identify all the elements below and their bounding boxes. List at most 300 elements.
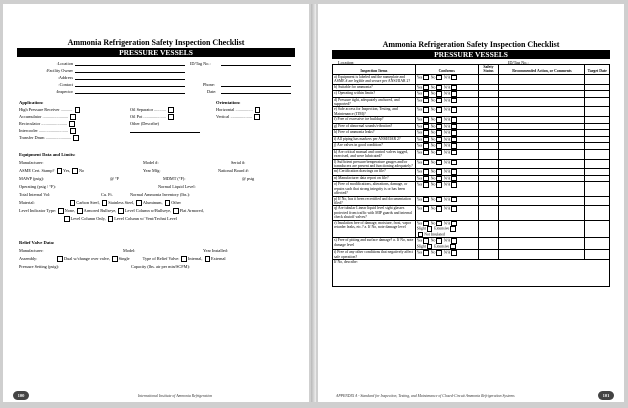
checkbox[interactable] bbox=[173, 208, 179, 214]
yn-label: N/A bbox=[443, 98, 451, 103]
yn-label: No bbox=[430, 160, 436, 165]
no-label: No bbox=[78, 168, 85, 173]
date-cell[interactable] bbox=[585, 196, 610, 206]
conforms-cell bbox=[415, 238, 478, 250]
safety-cell[interactable] bbox=[478, 196, 499, 206]
checkbox[interactable] bbox=[436, 238, 442, 244]
yn-label: Yes bbox=[416, 197, 423, 202]
damage-label: Extensive bbox=[434, 226, 450, 231]
comments-cell[interactable] bbox=[499, 206, 585, 220]
checkbox[interactable] bbox=[254, 114, 260, 120]
checkbox[interactable] bbox=[451, 150, 457, 156]
type-label: Type of Relief Valve: bbox=[142, 256, 180, 261]
yn-label: No bbox=[430, 137, 436, 142]
yn-label: No bbox=[430, 108, 436, 113]
checkbox[interactable] bbox=[423, 124, 429, 130]
level-row bbox=[19, 208, 204, 214]
relief-label: Manufacturer: bbox=[19, 248, 44, 253]
checkbox[interactable] bbox=[436, 130, 442, 136]
relief-label: Year Installed: bbox=[203, 248, 228, 253]
safety-cell[interactable] bbox=[478, 238, 499, 250]
checkbox[interactable] bbox=[451, 107, 457, 113]
checkbox[interactable] bbox=[70, 114, 76, 120]
equip-label: Cu. Ft. bbox=[101, 192, 113, 197]
table-row bbox=[333, 149, 610, 159]
checkbox[interactable] bbox=[57, 256, 63, 262]
yn-label: No bbox=[430, 117, 436, 122]
col-conforms: Conforms bbox=[415, 65, 478, 75]
yn-label: N/A bbox=[443, 207, 451, 212]
item-text: i) All piping has markers per ANSI/IIAR 2? bbox=[333, 136, 416, 143]
assembly-label: Assembly: bbox=[19, 256, 38, 261]
yn-label: Yes bbox=[416, 117, 423, 122]
checkbox[interactable] bbox=[108, 216, 114, 222]
app-label: Accumulator bbox=[19, 114, 42, 119]
opt: Dual w/change over valve, bbox=[63, 256, 111, 261]
safety-cell[interactable] bbox=[478, 159, 499, 169]
item-text: s) Free of pitting and surface damage? a. If No, note damage level bbox=[333, 238, 416, 250]
checkbox[interactable] bbox=[205, 256, 211, 262]
checkbox[interactable] bbox=[423, 206, 429, 212]
phone-label: Phone: bbox=[203, 82, 215, 87]
yn-label: No bbox=[430, 221, 436, 226]
item-text: c) Operating within limits? bbox=[333, 91, 416, 98]
yn-label: Yes bbox=[416, 143, 423, 148]
table-row bbox=[333, 196, 610, 206]
safety-cell[interactable] bbox=[478, 74, 499, 84]
phone-line bbox=[221, 86, 291, 87]
item-text: j) Are valves in good condition? bbox=[333, 143, 416, 150]
left-footer: International Institute of Ammonia Refrigeration bbox=[138, 394, 213, 398]
app-item: Accumulator ........................ bbox=[19, 114, 77, 120]
yn-label: Yes bbox=[416, 75, 423, 80]
conforms-cell bbox=[415, 220, 478, 238]
safety-cell[interactable] bbox=[478, 149, 499, 159]
left-page-title: Ammonia Refrigeration Safety Inspection Checklist bbox=[67, 38, 245, 47]
yn-label: N/A bbox=[443, 183, 451, 187]
yn-label: No bbox=[430, 170, 436, 174]
opt: Level Column Only, bbox=[70, 216, 106, 221]
opt: External bbox=[211, 256, 226, 261]
checkbox[interactable] bbox=[436, 160, 442, 166]
checkbox[interactable] bbox=[58, 208, 64, 214]
opt: Level Column w/ Vent/Techni Level bbox=[114, 216, 177, 221]
checkbox[interactable] bbox=[72, 168, 78, 174]
checkbox[interactable] bbox=[118, 208, 124, 214]
right-footer: APPENDIX A - Standard for Inspection, Testing, and Maintenance of Closed-Circuit Ammonia Refrigeration Systems bbox=[336, 394, 515, 398]
yn-label: Yes bbox=[416, 170, 423, 174]
checkbox[interactable] bbox=[436, 150, 442, 156]
safety-cell[interactable] bbox=[478, 182, 499, 196]
table-row bbox=[333, 220, 610, 238]
yn-label: Yes bbox=[416, 108, 423, 113]
checkbox[interactable] bbox=[418, 232, 424, 238]
facility-owner-line bbox=[75, 72, 185, 73]
checkbox[interactable] bbox=[423, 130, 429, 136]
yn-label: No bbox=[430, 150, 436, 155]
left-page: Ammonia Refrigeration Safety Inspection Checklist PRESSURE VESSELS Location: Facility Owner: Address: Contact: Inspector: ID/Tag No.: Phone: Date: Application: Orientation: High Pressure Receiver ........... Accumulator ........................ Recirculator ........................ Intercooler ........................... Transfer Drum ........................ Oil Separator ........... Oil Pot ..................... Other (Describe) Horizontal ................ Vertical .................... Equipment Data and Limits: Manufacturer: Model #: Serial #: ASME Cert. Stamp? Yes, No Year Mfg: National Board #: MAWP (psig): @ °F MDMT (°F): @ psig Operating (psig / °F): Normal Liquid Level: Total Internal Vol: Cu. Ft. Normal Ammonia Inventory (lbs.): Material: Carbon Steel, Stainless Steel, Aluminum, Other Level Indicator Type: None, Armored Bullseye, Level Column w/Bullseye, Flat Armored, Level Column Only, Level Column w/ Vent/Techni Level Relief Valve Data: Manufacturer: Model: Year Installed: Assembly: Dual w/change over valve, Single Type of Relief Valve: Internal, External Pressure Setting (psig): Capacity (lbs. air per min/SCFM): 100 International Institute of Ammonia Refrigeration bbox=[3, 4, 309, 402]
app-item: Oil Separator ........... bbox=[130, 107, 175, 113]
address-line bbox=[75, 79, 185, 80]
checkbox[interactable] bbox=[255, 107, 261, 113]
notes-label: If No, describe: bbox=[334, 259, 358, 264]
checkbox[interactable] bbox=[423, 182, 429, 188]
application-heading: Application: bbox=[19, 100, 44, 105]
yn-label: N/A bbox=[443, 143, 451, 148]
other-line bbox=[130, 132, 200, 133]
checkbox[interactable] bbox=[436, 107, 442, 113]
checkbox[interactable] bbox=[168, 107, 174, 113]
checkbox[interactable] bbox=[451, 75, 457, 81]
table-row bbox=[333, 74, 610, 84]
yn-label: N/A bbox=[443, 160, 451, 165]
comments-cell[interactable] bbox=[499, 182, 585, 196]
date-cell[interactable] bbox=[585, 149, 610, 159]
app-label: High Pressure Receiver bbox=[19, 107, 60, 112]
level-row-2 bbox=[63, 216, 177, 222]
item-text: g) Free of abnormal sounds/vibration? bbox=[333, 123, 416, 130]
checkbox[interactable] bbox=[423, 75, 429, 81]
checkbox[interactable] bbox=[75, 107, 81, 113]
level-label: Level Indicator Type: bbox=[19, 208, 57, 213]
checkbox[interactable] bbox=[436, 182, 442, 188]
app-label: Oil Pot bbox=[130, 114, 143, 119]
checkbox[interactable] bbox=[70, 128, 76, 134]
equip-label: Normal Liquid Level: bbox=[158, 184, 196, 189]
checkbox[interactable] bbox=[112, 256, 118, 262]
date-cell[interactable] bbox=[585, 159, 610, 169]
opt: Other bbox=[171, 200, 181, 205]
orient-item: Vertical .................... bbox=[216, 114, 261, 120]
checkbox[interactable] bbox=[450, 226, 456, 232]
yn-label: Yes bbox=[416, 238, 423, 243]
item-text: f) Free of excessive ice buildup? bbox=[333, 117, 416, 124]
right-page-title: Ammonia Refrigeration Safety Inspection Checklist bbox=[382, 40, 560, 49]
conforms-cell bbox=[415, 107, 478, 117]
inspector-line bbox=[75, 93, 185, 94]
contact-line bbox=[75, 86, 185, 87]
date-cell[interactable] bbox=[585, 107, 610, 117]
equip-label: Manufacturer: bbox=[19, 160, 44, 165]
checkbox[interactable] bbox=[436, 176, 442, 182]
checkbox[interactable] bbox=[451, 137, 457, 143]
item-text: l) Sufficient pressure/temperature gauges and/or transducers are present and functioning adequately? bbox=[333, 159, 416, 169]
equip-label: MAWP (psig): bbox=[19, 176, 45, 181]
checkbox[interactable] bbox=[451, 250, 457, 256]
equip-label: MDMT (°F): bbox=[163, 176, 186, 181]
checkbox[interactable] bbox=[64, 216, 70, 222]
checkbox[interactable] bbox=[436, 124, 442, 130]
item-text: e) Safe access for Inspection, Testing, and Maintenance (ITM)? bbox=[333, 107, 416, 117]
checkbox[interactable] bbox=[165, 200, 171, 206]
date-line bbox=[221, 93, 291, 94]
checkbox[interactable] bbox=[136, 200, 142, 206]
date-cell[interactable] bbox=[585, 220, 610, 238]
yn-label: N/A bbox=[443, 124, 451, 129]
conforms-cell bbox=[415, 97, 478, 107]
opt: Stainless Steel, bbox=[108, 200, 135, 205]
checkbox[interactable] bbox=[423, 176, 429, 182]
opt: Flat Armored, bbox=[179, 208, 204, 213]
item-text: h) Free of ammonia leaks? bbox=[333, 130, 416, 137]
comments-cell[interactable] bbox=[499, 220, 585, 238]
checkbox[interactable] bbox=[423, 91, 429, 97]
table-row bbox=[333, 107, 610, 117]
checkbox[interactable] bbox=[168, 114, 174, 120]
checkbox[interactable] bbox=[436, 75, 442, 81]
item-text: b) Suitable for ammonia? bbox=[333, 84, 416, 91]
app-label: Transfer Drum bbox=[19, 135, 45, 140]
checkbox[interactable] bbox=[450, 244, 456, 250]
checkbox[interactable] bbox=[423, 98, 429, 104]
material-row bbox=[19, 200, 181, 206]
item-text: o) Free of modifications, alterations, damage, or repairs such that strong integrity is or has been affected? bbox=[333, 182, 416, 196]
date-cell[interactable] bbox=[585, 238, 610, 250]
checkbox[interactable] bbox=[451, 160, 457, 166]
checkbox[interactable] bbox=[436, 143, 442, 149]
yn-label: No bbox=[430, 143, 436, 148]
notes-row bbox=[333, 259, 610, 286]
app-item: Transfer Drum ........................ bbox=[19, 135, 80, 141]
equip-label: @ °F bbox=[110, 176, 120, 181]
checkbox[interactable] bbox=[181, 256, 187, 262]
checkbox[interactable] bbox=[451, 98, 457, 104]
yn-label: Yes bbox=[416, 221, 423, 226]
checkbox[interactable] bbox=[451, 206, 457, 212]
checkbox[interactable] bbox=[73, 135, 79, 141]
relief-label: Pressure Setting (psig): bbox=[19, 264, 60, 269]
col-target-date: Target Date bbox=[585, 65, 610, 75]
checkbox[interactable] bbox=[451, 169, 457, 175]
notes-cell[interactable] bbox=[333, 259, 610, 286]
checkbox[interactable] bbox=[436, 169, 442, 175]
table-row bbox=[333, 238, 610, 250]
col-inspection-items: Inspection Items bbox=[333, 65, 416, 75]
assembly-row bbox=[19, 256, 226, 262]
date-cell[interactable] bbox=[585, 74, 610, 84]
relief-label: Model: bbox=[123, 248, 136, 253]
conforms-cell bbox=[415, 74, 478, 84]
safety-cell[interactable] bbox=[478, 220, 499, 238]
table-row bbox=[333, 97, 610, 107]
conforms-cell bbox=[415, 159, 478, 169]
right-page-number: 101 bbox=[598, 391, 614, 400]
yn-label: Yes bbox=[416, 124, 423, 129]
checkbox[interactable] bbox=[451, 197, 457, 203]
app-label: Oil Separator bbox=[130, 107, 154, 112]
yn-label: N/A bbox=[443, 250, 451, 255]
damage-label: Slight bbox=[416, 226, 426, 231]
yn-label: N/A bbox=[443, 137, 451, 142]
yn-label: No bbox=[430, 207, 436, 212]
yn-label: Yes bbox=[416, 176, 423, 181]
comments-cell[interactable] bbox=[499, 159, 585, 169]
conforms-cell bbox=[415, 149, 478, 159]
checkbox[interactable] bbox=[436, 91, 442, 97]
right-page bbox=[318, 4, 624, 402]
yn-label: No bbox=[430, 250, 436, 255]
item-text: t) Free of any other conditions that negatively affect safe operation? bbox=[333, 250, 416, 260]
col-safety-status: Safety Status bbox=[478, 65, 499, 75]
yn-label: N/A bbox=[443, 197, 451, 202]
id-tag-label: ID/Tag No.: bbox=[508, 60, 529, 65]
app-label: Other (Describe) bbox=[130, 121, 159, 126]
item-text: m) Certification drawings on file? bbox=[333, 169, 416, 176]
orientation-heading: Orientation: bbox=[216, 100, 241, 105]
yn-label: Yes bbox=[416, 207, 423, 212]
app-item: Intercooler ........................... bbox=[19, 128, 77, 134]
yn-label: N/A bbox=[443, 75, 451, 80]
checkbox[interactable] bbox=[427, 226, 433, 232]
yn-label: Yes bbox=[416, 98, 423, 103]
checkbox[interactable] bbox=[423, 107, 429, 113]
item-text: a) Equipment is labeled and the nameplate and ASME # are legible and secure per ANSI/IIAR 2? bbox=[333, 74, 416, 84]
equip-label: Model #: bbox=[143, 160, 159, 165]
inspection-table bbox=[332, 64, 610, 287]
yn-label: N/A bbox=[443, 150, 451, 155]
comments-cell[interactable] bbox=[499, 149, 585, 159]
date-cell[interactable] bbox=[585, 182, 610, 196]
checkbox[interactable] bbox=[423, 85, 429, 91]
checkbox[interactable] bbox=[451, 117, 457, 123]
table-row bbox=[333, 206, 610, 220]
opt: Aluminum, bbox=[142, 200, 163, 205]
checkbox[interactable] bbox=[436, 98, 442, 104]
yn-label: N/A bbox=[443, 176, 451, 181]
checkbox[interactable] bbox=[436, 197, 442, 203]
item-text: d) Pressure tight, adequately anchored, and supported? bbox=[333, 97, 416, 107]
conforms-cell bbox=[415, 196, 478, 206]
date-cell[interactable] bbox=[585, 250, 610, 260]
yn-label: Yes bbox=[416, 137, 423, 142]
col-comments: Recommended Action, or Comments bbox=[499, 65, 585, 75]
damage-label: Extensive bbox=[434, 244, 450, 249]
yn-label: N/A bbox=[443, 117, 451, 122]
right-page-banner: PRESSURE VESSELS bbox=[332, 50, 610, 59]
yn-label: N/A bbox=[443, 108, 451, 113]
comments-cell[interactable] bbox=[499, 74, 585, 84]
left-page-banner: PRESSURE VESSELS bbox=[17, 48, 295, 57]
equip-label: Normal Ammonia Inventory (lbs.): bbox=[130, 192, 191, 197]
checkbox[interactable] bbox=[436, 221, 442, 227]
checkbox[interactable] bbox=[436, 117, 442, 123]
equip-label: Serial #: bbox=[231, 160, 246, 165]
item-text: r) Insulation free of damage, moisture, frost, vapor retarder leaks, etc.? a. If No, note damage level bbox=[333, 220, 416, 238]
yn-label: No bbox=[430, 130, 436, 135]
relief-label: Capacity (lbs. air per min/SCFM): bbox=[131, 264, 191, 269]
yn-label: N/A bbox=[443, 221, 451, 226]
date-cell[interactable] bbox=[585, 97, 610, 107]
comments-cell[interactable] bbox=[499, 250, 585, 260]
checkbox[interactable] bbox=[102, 200, 108, 206]
checkbox[interactable] bbox=[451, 124, 457, 130]
item-text: q) Are tubular Linear liquid level sight glasses protected from traffic with MIP guards and internal check shutoff valves? bbox=[333, 206, 416, 220]
checkbox[interactable] bbox=[70, 200, 76, 206]
checkbox[interactable] bbox=[423, 137, 429, 143]
app-item: Oil Pot ..................... bbox=[130, 114, 175, 120]
item-text: p) If No, has it been recertified and documentation filed? bbox=[333, 196, 416, 206]
checkbox[interactable] bbox=[57, 168, 63, 174]
yn-label: Yes bbox=[416, 130, 423, 135]
opt: Internal, bbox=[187, 256, 203, 261]
app-item bbox=[130, 121, 159, 126]
yn-label: Yes bbox=[416, 150, 423, 155]
page-gutter bbox=[311, 4, 316, 402]
orient-label: Vertical bbox=[216, 114, 230, 119]
yn-label: No bbox=[430, 85, 436, 90]
comments-cell[interactable] bbox=[499, 97, 585, 107]
comments-cell[interactable] bbox=[499, 196, 585, 206]
conforms-cell bbox=[415, 250, 478, 260]
id-tag-line bbox=[221, 65, 291, 66]
opt: None, bbox=[64, 208, 76, 213]
location-line bbox=[75, 65, 185, 66]
assembly-options bbox=[56, 256, 129, 261]
app-item: Recirculator ........................ bbox=[19, 121, 76, 127]
checkbox[interactable] bbox=[436, 206, 442, 212]
safety-cell[interactable] bbox=[478, 206, 499, 220]
equip-label: National Board #: bbox=[218, 168, 249, 173]
checkbox[interactable] bbox=[427, 244, 433, 250]
relief-heading: Relief Valve Data: bbox=[19, 240, 55, 245]
checkbox[interactable] bbox=[436, 137, 442, 143]
yn-label: No bbox=[430, 197, 436, 202]
checkbox[interactable] bbox=[436, 85, 442, 91]
location-label: Location: bbox=[338, 60, 355, 65]
checkbox[interactable] bbox=[451, 182, 457, 188]
yn-label: Yes bbox=[416, 160, 423, 165]
comments-cell[interactable] bbox=[499, 107, 585, 117]
opt: Armored Bullseye, bbox=[83, 208, 117, 213]
item-text: n) Manufacturer data report on file? bbox=[333, 175, 416, 182]
yn-label: No bbox=[430, 91, 436, 96]
yn-label: N/A bbox=[443, 85, 451, 90]
equipment-heading: Equipment Data and Limits: bbox=[19, 152, 76, 157]
date-cell[interactable] bbox=[585, 206, 610, 220]
safety-cell[interactable] bbox=[478, 97, 499, 107]
damage-label: Not Insulated bbox=[424, 232, 445, 237]
checkbox[interactable] bbox=[451, 85, 457, 91]
material-options bbox=[69, 200, 181, 205]
checkbox[interactable] bbox=[423, 117, 429, 123]
checkbox[interactable] bbox=[69, 121, 75, 127]
checkbox[interactable] bbox=[423, 150, 429, 156]
yn-label: Yes bbox=[416, 183, 423, 187]
checkbox[interactable] bbox=[423, 169, 429, 175]
checkbox[interactable] bbox=[423, 143, 429, 149]
checkbox[interactable] bbox=[451, 130, 457, 136]
app-label: Recirculator bbox=[19, 121, 41, 126]
yn-label: N/A bbox=[443, 130, 451, 135]
yn-label: No bbox=[430, 176, 436, 181]
checkbox[interactable] bbox=[436, 250, 442, 256]
comments-cell[interactable] bbox=[499, 238, 585, 250]
checkbox[interactable] bbox=[77, 208, 83, 214]
yn-label: Yes bbox=[416, 85, 423, 90]
checkbox[interactable] bbox=[423, 250, 429, 256]
safety-cell[interactable] bbox=[478, 250, 499, 260]
safety-cell[interactable] bbox=[478, 107, 499, 117]
checkbox[interactable] bbox=[423, 160, 429, 166]
material-label: Material: bbox=[19, 200, 35, 205]
conforms-cell bbox=[415, 206, 478, 220]
equip-label: Year Mfg: bbox=[143, 168, 161, 173]
checkbox[interactable] bbox=[451, 176, 457, 182]
checkbox[interactable] bbox=[423, 197, 429, 203]
checkbox[interactable] bbox=[451, 91, 457, 97]
yn-label: N/A bbox=[443, 91, 451, 96]
checkbox[interactable] bbox=[451, 143, 457, 149]
